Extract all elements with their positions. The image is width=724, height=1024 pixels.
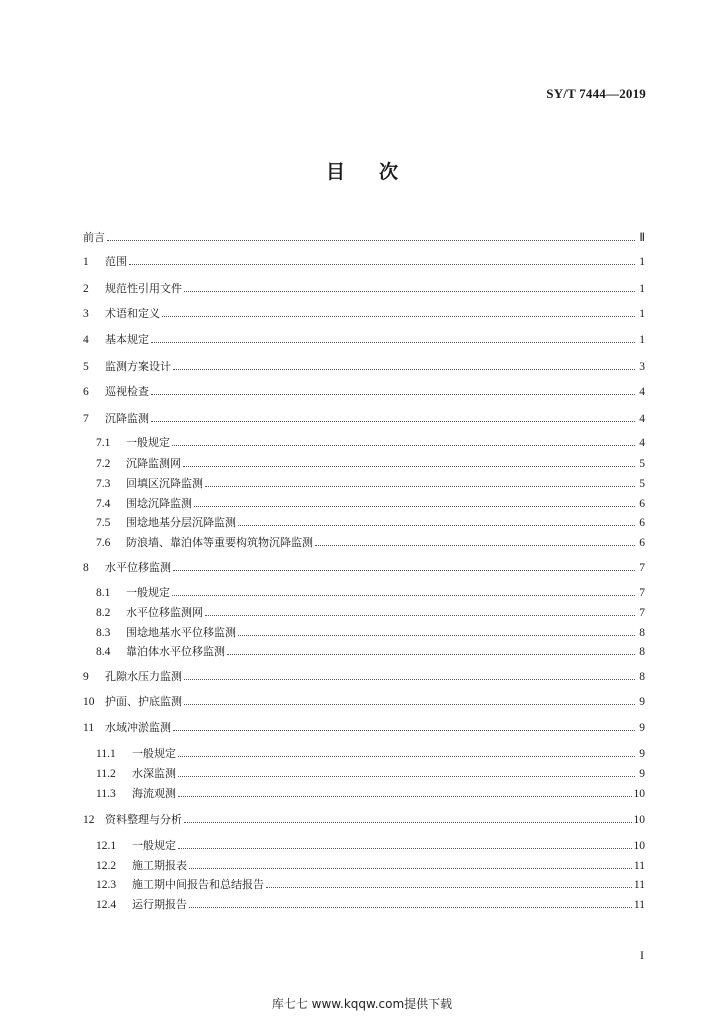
- toc-entry-number: 11.2: [96, 768, 116, 780]
- toc-leader-dots: [184, 668, 635, 680]
- toc-leader-dots: [172, 584, 635, 596]
- toc-entry-label: 术语和定义: [105, 307, 160, 320]
- toc-entry-label: 基本规定: [105, 333, 149, 346]
- toc-entry-number: 4: [83, 334, 89, 346]
- toc-entry[interactable]: [83, 584, 645, 602]
- toc-leader-dots: [227, 643, 635, 655]
- page-title: [0, 157, 724, 184]
- standard-code: SY/T 7444—2019: [546, 86, 646, 101]
- toc-entry-page: 7: [639, 607, 645, 619]
- toc-entry-label: 巡视检查: [105, 385, 149, 398]
- toc-entry-page: 1: [639, 256, 645, 268]
- toc-entry-number: 12.2: [96, 860, 117, 872]
- toc-leader-dots: [184, 811, 632, 823]
- toc-entry-page: Ⅱ: [639, 232, 645, 244]
- toc-entry-page: 4: [639, 413, 645, 425]
- toc-leader-dots: [315, 534, 635, 546]
- toc-entry[interactable]: [83, 514, 645, 532]
- toc-leader-dots: [189, 896, 632, 908]
- toc-entry-page: 6: [639, 498, 645, 510]
- toc-entry-number: 11: [83, 722, 95, 734]
- toc-entry-page: 7: [639, 562, 645, 574]
- toc-leader-dots: [238, 514, 635, 526]
- toc-entry-label: 施工期中间报告和总结报告: [132, 878, 264, 891]
- toc-leader-dots: [238, 624, 635, 636]
- toc-entry-label: 规范性引用文件: [105, 282, 182, 295]
- toc-entry-label: 一般规定: [132, 839, 176, 852]
- toc-entry-number: 3: [83, 308, 89, 320]
- toc-entry[interactable]: [83, 434, 645, 452]
- toc-entry-label: 围埝沉降监测: [126, 497, 192, 510]
- toc-entry-number: 1: [83, 256, 89, 268]
- toc-entry-number: 12.1: [96, 840, 117, 852]
- toc-entry-number: 2: [83, 283, 89, 295]
- toc-entry-page: 11: [633, 879, 645, 891]
- toc-leader-dots: [178, 745, 635, 757]
- toc-entry-label: 水平位移监测: [105, 561, 171, 574]
- toc-entry[interactable]: [83, 876, 645, 894]
- toc-leader-dots: [173, 719, 635, 731]
- toc-leader-dots: [184, 280, 635, 292]
- toc-entry-page: 11: [633, 899, 645, 911]
- toc-entry-label: 孔隙水压力监测: [105, 670, 182, 683]
- toc-entry-page: 6: [639, 537, 645, 549]
- toc-entry-number: 7.2: [96, 458, 111, 470]
- toc-entry-page: 11: [633, 860, 645, 872]
- toc-entry-page: 10: [633, 840, 645, 852]
- toc-leader-dots: [178, 785, 632, 797]
- toc-entry-label: 沉降监测: [105, 412, 149, 425]
- toc-entry-label: 范围: [105, 255, 127, 268]
- toc-entry[interactable]: [83, 765, 645, 783]
- toc-entry-label: 一般规定: [132, 747, 176, 760]
- toc-entry-number: 7.5: [96, 517, 111, 529]
- toc-entry-number: 7.6: [96, 537, 111, 549]
- toc-entry[interactable]: [83, 559, 645, 577]
- toc-entry[interactable]: [83, 455, 645, 473]
- toc-entry[interactable]: [83, 811, 645, 829]
- toc-entry-number: 8.1: [96, 587, 111, 599]
- toc-leader-dots: [189, 857, 632, 869]
- toc-entry[interactable]: [83, 495, 645, 513]
- page-number: I: [640, 948, 644, 962]
- toc-entry-number: 8.3: [96, 627, 111, 639]
- toc-entry[interactable]: [83, 253, 645, 271]
- toc-entry-number: 6: [83, 386, 89, 398]
- toc-entry[interactable]: [83, 785, 645, 803]
- toc-entry-page: 9: [639, 722, 645, 734]
- toc-leader-dots: [266, 876, 632, 888]
- toc-entry-number: 7.1: [96, 437, 111, 449]
- toc-entry-label: 一般规定: [126, 586, 170, 599]
- toc-entry-page: 3: [639, 361, 645, 373]
- toc-entry-number: 8: [83, 562, 89, 574]
- toc-entry-label: 一般规定: [126, 436, 170, 449]
- toc-leader-dots: [129, 253, 635, 265]
- toc-entry[interactable]: [83, 383, 645, 401]
- download-footer: 库七七 www.kqqw.com提供下载: [271, 997, 453, 1011]
- toc-entry-label: 围埝地基分层沉降监测: [126, 516, 236, 529]
- toc-entry-label: 监测方案设计: [105, 360, 171, 373]
- toc-entry-page: 5: [639, 458, 645, 470]
- toc-entry[interactable]: [83, 305, 645, 323]
- toc-entry-number: 11.3: [96, 788, 116, 800]
- toc-leader-dots: [205, 604, 635, 616]
- toc-entry-page: 4: [639, 437, 645, 449]
- toc-leader-dots: [205, 475, 635, 487]
- toc-entry-label: 沉降监测网: [126, 457, 181, 470]
- toc-entry-number: 7.4: [96, 498, 111, 510]
- toc-leader-dots: [183, 455, 635, 467]
- toc-entry-page: 10: [633, 788, 645, 800]
- toc-leader-dots: [107, 229, 635, 241]
- toc-entry-label: 水深监测: [132, 767, 176, 780]
- toc-entry[interactable]: [83, 857, 645, 875]
- toc-entry-label: 前言: [83, 231, 105, 244]
- toc-entry-label: 资料整理与分析: [105, 813, 182, 826]
- toc-entry[interactable]: [83, 693, 645, 711]
- toc-entry-page: 6: [639, 517, 645, 529]
- toc-entry[interactable]: [83, 229, 645, 247]
- toc-leader-dots: [173, 358, 635, 370]
- toc-entry-page: 8: [639, 671, 645, 683]
- toc-entry-number: 5: [83, 361, 89, 373]
- toc-entry-number: 8.4: [96, 646, 111, 658]
- toc-leader-dots: [173, 559, 635, 571]
- toc-entry[interactable]: [83, 331, 645, 349]
- toc-entry[interactable]: [83, 534, 645, 552]
- toc-entry[interactable]: [83, 410, 645, 428]
- toc-entry-page: 1: [639, 334, 645, 346]
- toc-entry-page: 5: [639, 478, 645, 490]
- toc-entry[interactable]: [83, 624, 645, 642]
- toc-entry[interactable]: [83, 745, 645, 763]
- toc-entry-page: 9: [639, 748, 645, 760]
- toc-entry-page: 8: [639, 627, 645, 639]
- toc-leader-dots: [184, 693, 635, 705]
- toc-leader-dots: [162, 305, 635, 317]
- toc-leader-dots: [172, 434, 635, 446]
- title-char-1: 目: [325, 161, 345, 183]
- toc-entry[interactable]: [83, 896, 645, 914]
- toc-entry-label: 防浪墙、靠泊体等重要构筑物沉降监测: [126, 536, 313, 549]
- toc-entry-page: 7: [639, 587, 645, 599]
- toc-entry-number: 11.1: [96, 748, 116, 760]
- toc-entry-page: 8: [639, 646, 645, 658]
- title-char-2: 次: [379, 161, 399, 183]
- toc-entry-label: 运行期报告: [132, 898, 187, 911]
- toc-entry[interactable]: [83, 668, 645, 686]
- toc-entry[interactable]: [83, 719, 645, 737]
- toc-entry-page: 10: [633, 814, 645, 826]
- toc-entry-page: 9: [639, 696, 645, 708]
- toc-entry[interactable]: [83, 837, 645, 855]
- toc-entry-number: 7: [83, 413, 89, 425]
- toc-entry-page: 4: [639, 386, 645, 398]
- toc-entry-label: 水平位移监测网: [126, 606, 203, 619]
- toc-entry-label: 靠泊体水平位移监测: [126, 645, 225, 658]
- toc-entry-page: 1: [639, 308, 645, 320]
- toc-leader-dots: [151, 383, 635, 395]
- toc-entry-number: 12.3: [96, 879, 117, 891]
- toc-entry-number: 12: [83, 814, 95, 826]
- toc-entry-number: 7.3: [96, 478, 111, 490]
- toc-entry-label: 水域冲淤监测: [105, 721, 171, 734]
- toc-entry-label: 施工期报表: [132, 859, 187, 872]
- toc-entry[interactable]: [83, 280, 645, 298]
- toc-leader-dots: [178, 765, 635, 777]
- toc-entry[interactable]: [83, 475, 645, 493]
- toc-entry-label: 海流观测: [132, 787, 176, 800]
- toc-entry-label: 护面、护底监测: [105, 695, 182, 708]
- toc-entry[interactable]: [83, 358, 645, 376]
- toc-entry-number: 10: [83, 696, 95, 708]
- toc-entry-number: 12.4: [96, 899, 117, 911]
- toc-entry[interactable]: [83, 604, 645, 622]
- toc-entry-label: 回填区沉降监测: [126, 477, 203, 490]
- toc-entry-page: 9: [639, 768, 645, 780]
- toc-leader-dots: [178, 837, 632, 849]
- toc-entry-page: 1: [639, 283, 645, 295]
- toc-leader-dots: [151, 331, 635, 343]
- toc-entry-label: 围埝地基水平位移监测: [126, 626, 236, 639]
- toc-entry[interactable]: [83, 643, 645, 661]
- toc-leader-dots: [151, 410, 635, 422]
- toc-entry-number: 9: [83, 671, 89, 683]
- toc-entry-number: 8.2: [96, 607, 111, 619]
- toc-leader-dots: [194, 495, 635, 507]
